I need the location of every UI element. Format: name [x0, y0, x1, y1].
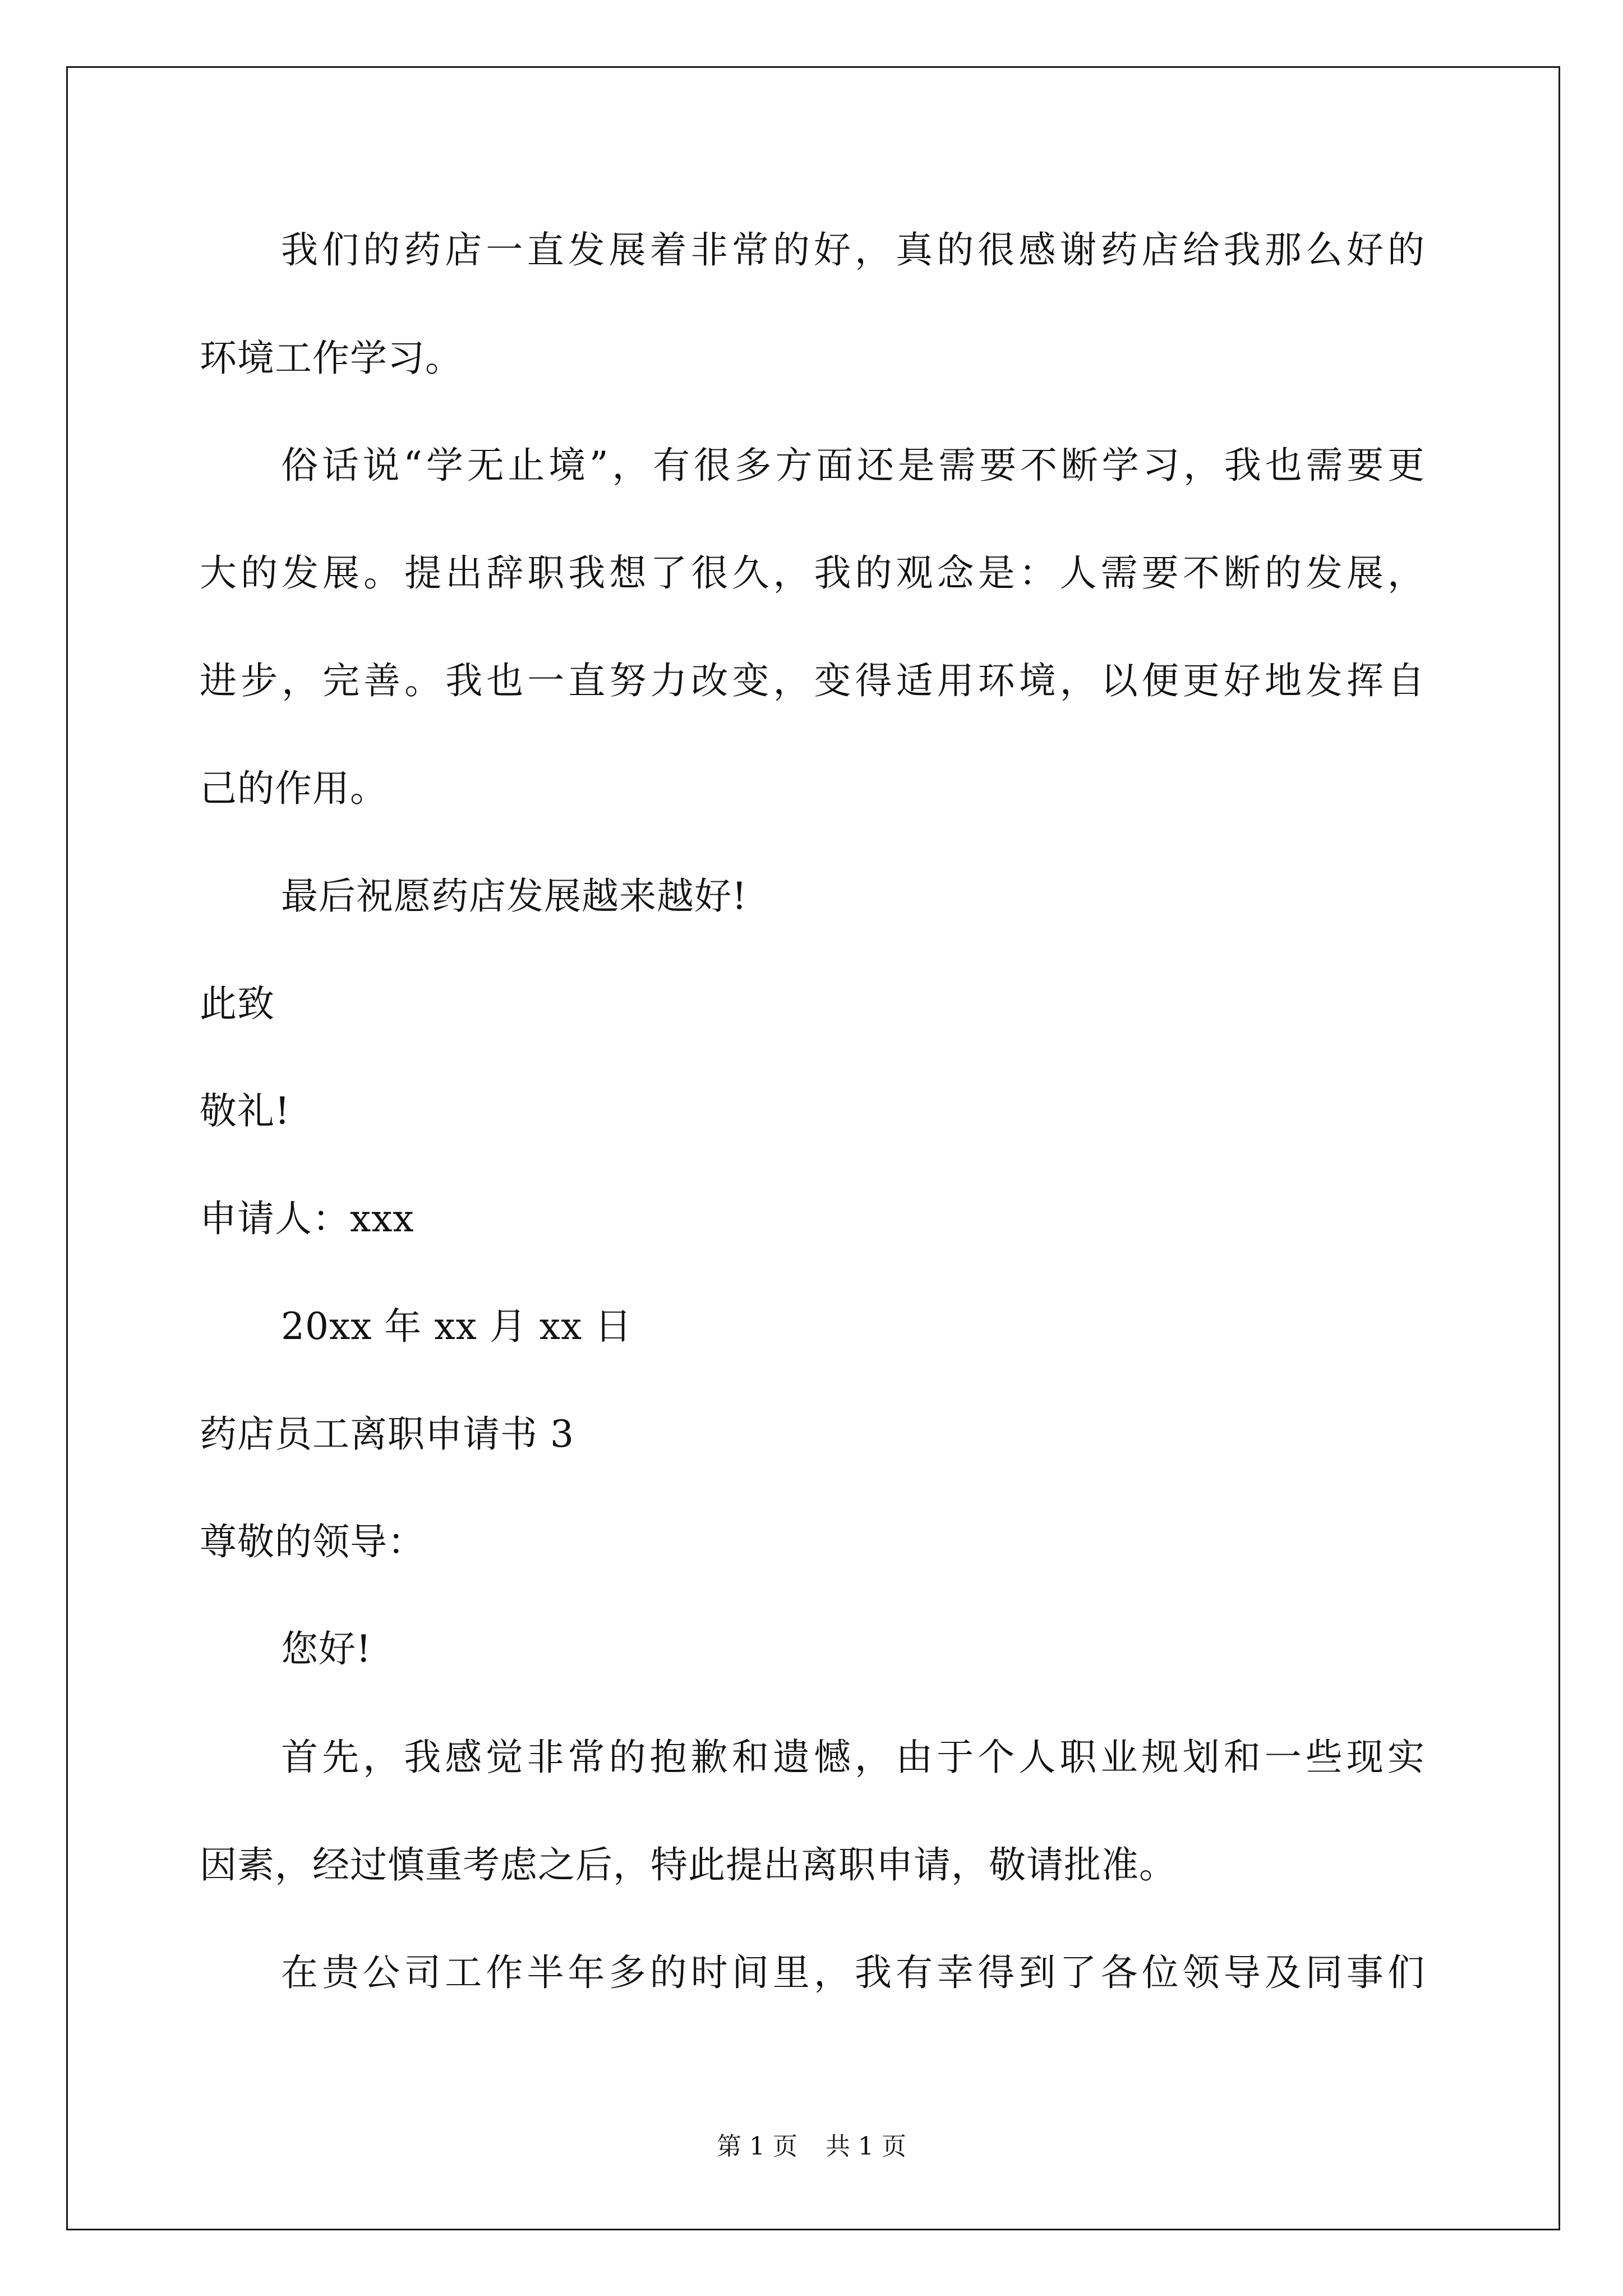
date-line: 20xx 年 xx 月 xx 日 [281, 1305, 633, 1348]
page-total: 共 1 页 [826, 2132, 906, 2161]
page-footer [0, 2131, 1623, 2162]
paragraph-2-line-2: 大的发展。提出辞职我想了很久，我的观念是：人需要不断的发展， [200, 551, 1425, 595]
paragraph-3: 最后祝愿药店发展越来越好! [281, 875, 748, 918]
applicant-line: 申请人：xxx [200, 1197, 414, 1240]
paragraph-4-line-2: 因素，经过慎重考虑之后，特此提出离职申请，敬请批准。 [200, 1843, 1177, 1887]
paragraph-1-line-2: 环境工作学习。 [200, 337, 463, 380]
section-title: 药店员工离职申请书 3 [200, 1412, 574, 1456]
closing-line-1: 此致 [200, 982, 275, 1025]
paragraph-2-line-4: 己的作用。 [200, 767, 388, 810]
paragraph-2-line-1: 俗话说“学无止境”，有很多方面还是需要不断学习，我也需要更 [281, 444, 1425, 487]
salutation: 尊敬的领导： [200, 1520, 425, 1563]
page-number: 第 1 页 [717, 2132, 797, 2161]
greeting: 您好! [281, 1627, 372, 1671]
paragraph-1-line-1: 我们的药店一直发展着非常的好，真的很感谢药店给我那么好的 [281, 228, 1425, 272]
closing-line-2: 敬礼! [200, 1089, 291, 1133]
paragraph-2-line-3: 进步，完善。我也一直努力改变，变得适用环境，以便更好地发挥自 [200, 659, 1425, 702]
page-border [66, 66, 1560, 2230]
paragraph-5-line-1: 在贵公司工作半年多的时间里，我有幸得到了各位领导及同事们 [281, 1951, 1425, 1994]
paragraph-4-line-1: 首先，我感觉非常的抱歉和遗憾，由于个人职业规划和一些现实 [281, 1736, 1425, 1779]
